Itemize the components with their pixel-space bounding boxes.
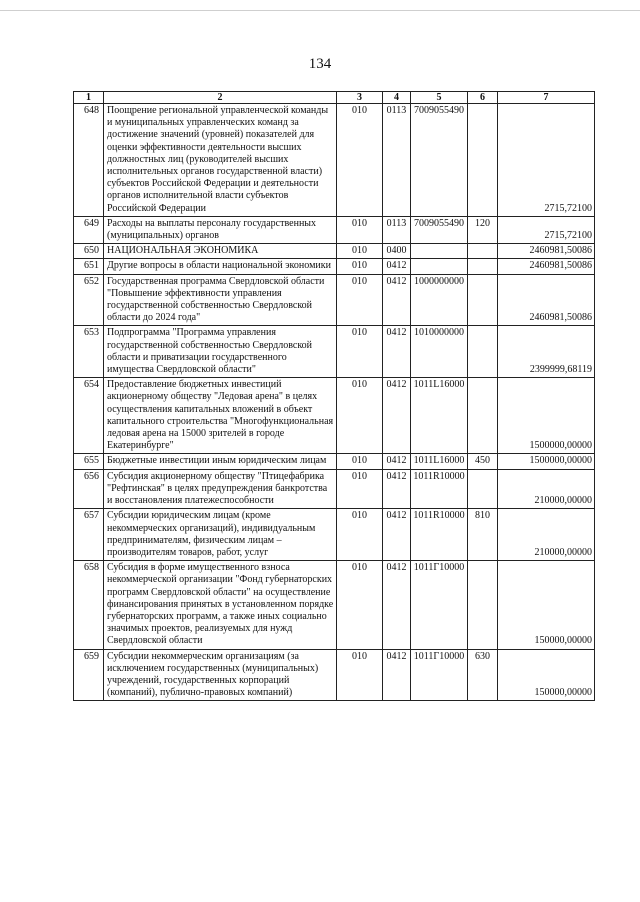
header-col-6: 6 (468, 92, 498, 104)
row-expense-type: 630 (468, 649, 498, 701)
row-ministry-code: 010 (337, 274, 383, 326)
table-row (74, 326, 595, 378)
header-row (74, 92, 595, 104)
row-description: НАЦИОНАЛЬНАЯ ЭКОНОМИКА (104, 244, 337, 259)
top-rule (0, 10, 640, 11)
row-description: Субсидия акционерному обществу "Птицефабрика "Рефтинская" в целях предупреждения банкротства и восстановления платежеспособности (104, 469, 337, 509)
row-ministry-code: 010 (337, 104, 383, 217)
row-target-code: 1011Г10000 (411, 561, 468, 649)
table-row (74, 469, 595, 509)
table-row (74, 274, 595, 326)
row-section-code: 0400 (383, 244, 411, 259)
table-row (74, 561, 595, 649)
row-section-code: 0412 (383, 561, 411, 649)
row-target-code: 1011R10000 (411, 469, 468, 509)
row-section-code: 0412 (383, 326, 411, 378)
row-section-code: 0412 (383, 469, 411, 509)
header-col-2: 2 (104, 92, 337, 104)
row-target-code: 7009055490 (411, 216, 468, 243)
row-number: 659 (74, 649, 104, 701)
row-expense-type (468, 244, 498, 259)
row-description: Другие вопросы в области национальной экономики (104, 259, 337, 274)
table-row (74, 649, 595, 701)
row-amount: 210000,00000 (498, 469, 595, 509)
row-section-code: 0412 (383, 649, 411, 701)
header-col-3: 3 (337, 92, 383, 104)
row-number: 658 (74, 561, 104, 649)
row-ministry-code: 010 (337, 454, 383, 469)
table-row (74, 104, 595, 217)
row-target-code: 1011L16000 (411, 378, 468, 454)
header-col-5: 5 (411, 92, 468, 104)
row-target-code: 1011R10000 (411, 509, 468, 561)
row-ministry-code: 010 (337, 244, 383, 259)
row-number: 657 (74, 509, 104, 561)
row-description: Расходы на выплаты персоналу государственных (муниципальных) органов (104, 216, 337, 243)
row-ministry-code: 010 (337, 469, 383, 509)
table-row (74, 509, 595, 561)
row-number: 650 (74, 244, 104, 259)
row-amount: 2460981,50086 (498, 274, 595, 326)
page-number: 134 (308, 56, 332, 72)
row-expense-type (468, 104, 498, 217)
header-col-7: 7 (498, 92, 595, 104)
row-target-code: 7009055490 (411, 104, 468, 217)
row-section-code: 0412 (383, 509, 411, 561)
row-description: Субсидии некоммерческим организациям (за исключением государственных (муниципальных) учреждений, государственных корпораций (компаний), публично-правовых компаний) (104, 649, 337, 701)
row-section-code: 0113 (383, 104, 411, 217)
row-ministry-code: 010 (337, 561, 383, 649)
row-description: Субсидия в форме имущественного взноса некоммерческой организации "Фонд губернаторских программ Свердловской области" на осуществление финансирования принятых в установленном порядке губернаторских программ, а также иных социально значимых проектов, реализуемых для нужд Свердловской области (104, 561, 337, 649)
row-expense-type (468, 561, 498, 649)
row-expense-type (468, 326, 498, 378)
row-target-code: 1011Г10000 (411, 649, 468, 701)
row-target-code: 1011L16000 (411, 454, 468, 469)
row-ministry-code: 010 (337, 326, 383, 378)
row-ministry-code: 010 (337, 509, 383, 561)
row-section-code: 0412 (383, 378, 411, 454)
row-amount: 2460981,50086 (498, 244, 595, 259)
row-expense-type: 810 (468, 509, 498, 561)
row-amount: 2715,72100 (498, 104, 595, 217)
row-description: Государственная программа Свердловской области "Повышение эффективности управления государственной собственностью Свердловской области до 2024 года" (104, 274, 337, 326)
header-col-4: 4 (383, 92, 411, 104)
budget-table (73, 91, 595, 701)
row-amount: 2399999,68119 (498, 326, 595, 378)
row-target-code (411, 244, 468, 259)
row-expense-type (468, 469, 498, 509)
table-row (74, 216, 595, 243)
row-description: Бюджетные инвестиции иным юридическим лицам (104, 454, 337, 469)
row-number: 651 (74, 259, 104, 274)
row-amount: 210000,00000 (498, 509, 595, 561)
row-number: 652 (74, 274, 104, 326)
row-amount: 1500000,00000 (498, 454, 595, 469)
row-number: 648 (74, 104, 104, 217)
row-section-code: 0113 (383, 216, 411, 243)
table-row (74, 259, 595, 274)
row-amount: 150000,00000 (498, 561, 595, 649)
row-ministry-code: 010 (337, 649, 383, 701)
row-amount: 2460981,50086 (498, 259, 595, 274)
table-row (74, 378, 595, 454)
row-description: Поощрение региональной управленческой команды и муниципальных управленческих команд за достижение значений (уровней) показателей для оценки эффективности деятельности высших должностных лиц (руководителей высших исполнительных органов государственной власти) субъектов Российской Федерации и деятельности органов исполнительной власти субъектов Российской Федерации (104, 104, 337, 217)
row-target-code: 1010000000 (411, 326, 468, 378)
row-amount: 1500000,00000 (498, 378, 595, 454)
row-expense-type (468, 259, 498, 274)
row-description: Предоставление бюджетных инвестиций акционерному обществу "Ледовая арена" в целях осуществления капитальных вложений в объект капитального строительства "Многофункциональная ледовая арена на 15000 зрителей в городе Екатеринбурге" (104, 378, 337, 454)
row-target-code: 1000000000 (411, 274, 468, 326)
row-expense-type (468, 274, 498, 326)
row-number: 654 (74, 378, 104, 454)
row-number: 649 (74, 216, 104, 243)
row-number: 653 (74, 326, 104, 378)
row-number: 656 (74, 469, 104, 509)
row-ministry-code: 010 (337, 216, 383, 243)
row-amount: 2715,72100 (498, 216, 595, 243)
row-target-code (411, 259, 468, 274)
row-description: Подпрограмма "Программа управления государственной собственностью Свердловской области и приватизации государственного имущества Свердловской области" (104, 326, 337, 378)
row-expense-type (468, 378, 498, 454)
row-number: 655 (74, 454, 104, 469)
row-expense-type: 450 (468, 454, 498, 469)
row-ministry-code: 010 (337, 378, 383, 454)
row-section-code: 0412 (383, 274, 411, 326)
table-row (74, 454, 595, 469)
row-amount: 150000,00000 (498, 649, 595, 701)
row-section-code: 0412 (383, 454, 411, 469)
row-section-code: 0412 (383, 259, 411, 274)
row-ministry-code: 010 (337, 259, 383, 274)
table-row (74, 244, 595, 259)
header-col-1: 1 (74, 92, 104, 104)
row-description: Субсидии юридическим лицам (кроме некоммерческих организаций), индивидуальным предпринимателям, физическим лицам – производителям товаров, работ, услуг (104, 509, 337, 561)
row-expense-type: 120 (468, 216, 498, 243)
